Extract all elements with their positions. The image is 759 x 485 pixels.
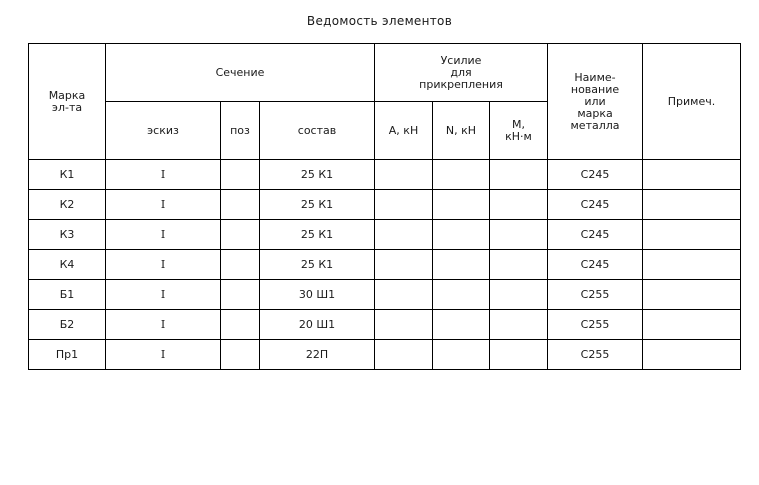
- cell-metal: С245: [548, 190, 643, 220]
- cell-poz: [221, 340, 260, 370]
- header-sostav: состав: [260, 102, 375, 160]
- header-primech: Примеч.: [643, 44, 741, 160]
- cell-marka: К1: [29, 160, 106, 190]
- header-poz: поз: [221, 102, 260, 160]
- cell-m-knm: [490, 160, 548, 190]
- cell-sostav: 25 К1: [260, 190, 375, 220]
- cell-a-kn: [375, 310, 433, 340]
- header-naimenovanie: Наиме- нование или марка металла: [548, 44, 643, 160]
- cell-m-knm: [490, 280, 548, 310]
- table-row: [29, 280, 741, 310]
- cell-sostav: 30 Ш1: [260, 280, 375, 310]
- table-row: [29, 310, 741, 340]
- cell-note: [643, 250, 741, 280]
- cell-marka: К3: [29, 220, 106, 250]
- table-row: [29, 220, 741, 250]
- cell-n-kn: [433, 280, 490, 310]
- header-eskiz: эскиз: [106, 102, 221, 160]
- cell-n-kn: [433, 160, 490, 190]
- cell-m-knm: [490, 250, 548, 280]
- cell-sostav: 25 К1: [260, 250, 375, 280]
- cell-poz: [221, 280, 260, 310]
- cell-eskiz-ibeam-icon: I: [106, 190, 221, 220]
- header-sechenie: Сечение: [106, 44, 375, 102]
- table-row: [29, 160, 741, 190]
- cell-m-knm: [490, 340, 548, 370]
- cell-n-kn: [433, 220, 490, 250]
- cell-a-kn: [375, 280, 433, 310]
- header-n-kn: N, кН: [433, 102, 490, 160]
- cell-marka: К2: [29, 190, 106, 220]
- cell-m-knm: [490, 310, 548, 340]
- cell-note: [643, 190, 741, 220]
- cell-eskiz-ibeam-icon: I: [106, 340, 221, 370]
- cell-a-kn: [375, 190, 433, 220]
- cell-a-kn: [375, 340, 433, 370]
- cell-note: [643, 340, 741, 370]
- cell-m-knm: [490, 220, 548, 250]
- table-row: [29, 250, 741, 280]
- cell-marka: Б2: [29, 310, 106, 340]
- table-row: [29, 190, 741, 220]
- header-m-knm: М, кН·м: [490, 102, 548, 160]
- cell-n-kn: [433, 190, 490, 220]
- table-row: [29, 340, 741, 370]
- cell-sostav: 25 К1: [260, 220, 375, 250]
- cell-a-kn: [375, 160, 433, 190]
- cell-eskiz-ibeam-icon: I: [106, 250, 221, 280]
- header-marka: Марка эл-та: [29, 44, 106, 160]
- cell-marka: К4: [29, 250, 106, 280]
- cell-metal: С255: [548, 280, 643, 310]
- cell-marka: Пр1: [29, 340, 106, 370]
- cell-a-kn: [375, 220, 433, 250]
- cell-eskiz-ibeam-icon: I: [106, 160, 221, 190]
- cell-poz: [221, 220, 260, 250]
- cell-note: [643, 280, 741, 310]
- cell-sostav: 22П: [260, 340, 375, 370]
- cell-eskiz-ibeam-icon: I: [106, 280, 221, 310]
- cell-marka: Б1: [29, 280, 106, 310]
- cell-note: [643, 310, 741, 340]
- cell-poz: [221, 190, 260, 220]
- cell-poz: [221, 160, 260, 190]
- cell-n-kn: [433, 250, 490, 280]
- document-title: Ведомость элементов: [306, 14, 453, 28]
- cell-sostav: 20 Ш1: [260, 310, 375, 340]
- cell-eskiz-ibeam-icon: I: [106, 220, 221, 250]
- cell-poz: [221, 310, 260, 340]
- cell-poz: [221, 250, 260, 280]
- cell-metal: С255: [548, 310, 643, 340]
- cell-note: [643, 220, 741, 250]
- cell-metal: С245: [548, 220, 643, 250]
- cell-sostav: 25 К1: [260, 160, 375, 190]
- cell-metal: С255: [548, 340, 643, 370]
- header-usilie: Усилие для прикрепления: [375, 44, 548, 102]
- cell-metal: С245: [548, 250, 643, 280]
- cell-n-kn: [433, 310, 490, 340]
- cell-metal: С245: [548, 160, 643, 190]
- cell-n-kn: [433, 340, 490, 370]
- cell-eskiz-ibeam-icon: I: [106, 310, 221, 340]
- cell-note: [643, 160, 741, 190]
- cell-a-kn: [375, 250, 433, 280]
- header-a-kn: А, кН: [375, 102, 433, 160]
- cell-m-knm: [490, 190, 548, 220]
- elements-table: [28, 43, 741, 370]
